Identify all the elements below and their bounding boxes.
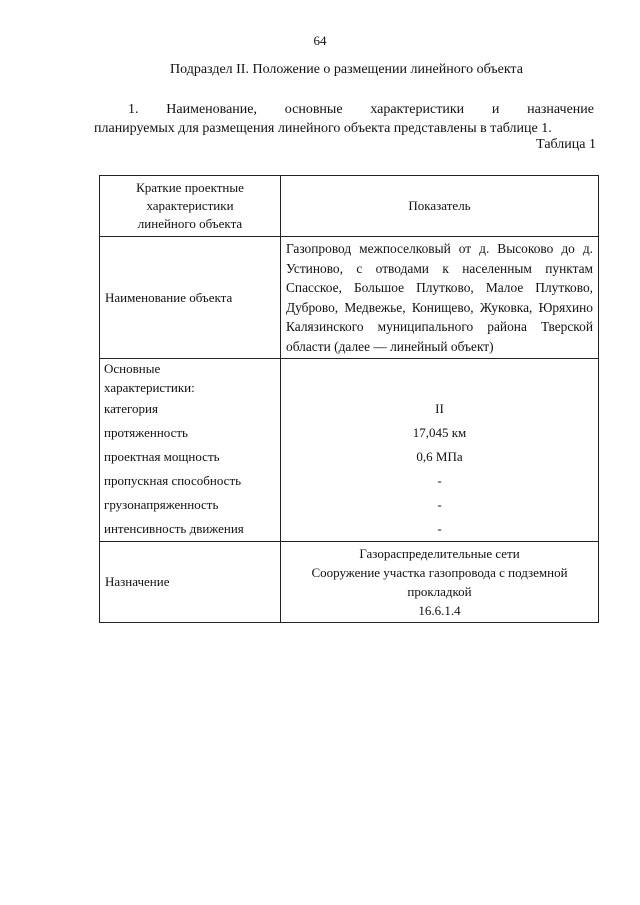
characteristics-labels: [100, 359, 281, 542]
page-number: 64: [313, 33, 327, 48]
subsection-title: Подраздел II. Положение о размещении линейного объекта: [170, 62, 523, 77]
table-caption: Таблица 1: [536, 137, 596, 152]
purpose-line: Газораспределительные сети: [359, 546, 520, 561]
characteristic-label: протяженность: [104, 425, 188, 440]
characteristics-head-line: характеристики:: [104, 380, 195, 395]
characteristic-label: интенсивность движения: [104, 521, 244, 536]
purpose-row: [100, 542, 599, 623]
paragraph-word: основные: [284, 102, 343, 117]
object-name-label: Наименование объекта: [100, 237, 281, 359]
header-left-line: линейного объекта: [137, 216, 243, 231]
paragraph-line-1: [94, 100, 594, 119]
object-name-row: [100, 237, 599, 359]
characteristics-row: [100, 359, 599, 542]
characteristics-values: [281, 359, 599, 542]
header-left-line: характеристики: [146, 198, 234, 213]
characteristic-value: 17,045 км: [412, 425, 467, 440]
purpose-line: Сооружение участка газопровода с подземной: [311, 565, 568, 580]
characteristics-table: [99, 175, 599, 623]
table-header-row: [100, 176, 599, 237]
paragraph-word: назначение: [527, 102, 594, 117]
characteristics-spacer: [281, 359, 598, 397]
header-left-cell: [100, 176, 281, 237]
purpose-line: 16.6.1.4: [418, 603, 461, 618]
paragraph-number: 1.: [128, 102, 139, 117]
header-right-cell: Показатель: [281, 176, 599, 237]
characteristic-label: пропускная способность: [104, 473, 242, 488]
characteristic-value: II: [435, 401, 444, 416]
purpose-line: прокладкой: [407, 584, 472, 599]
characteristic-value: -: [437, 473, 442, 488]
characteristic-value: 0,6 МПа: [416, 449, 463, 464]
characteristic-label: категория: [104, 401, 158, 416]
paragraph-word: Наименование,: [166, 102, 257, 117]
purpose-label: Назначение: [100, 542, 281, 623]
characteristic-label: проектная мощность: [104, 449, 220, 464]
characteristic-value: -: [437, 497, 442, 512]
paragraph-word: характеристики: [370, 102, 465, 117]
characteristic-label: грузонапряженность: [104, 497, 219, 512]
characteristic-value: -: [437, 521, 442, 536]
purpose-value: [281, 542, 599, 623]
characteristics-head-line: Основные: [104, 361, 161, 376]
paragraph-word: и: [491, 102, 500, 117]
object-name-value: Газопровод межпоселковый от д. Высоково до д. Устиново, с отводами к населенным пунктам Спасское, Большое Плутково, Малое Плутково, Дуброво, Медвежье, Конищево, Жуковка, Юряхино Калязинского муниципального района Тверской области (далее — линейный объект): [281, 237, 599, 359]
header-left-line: Краткие проектные: [136, 180, 244, 195]
intro-paragraph: [94, 100, 594, 138]
paragraph-line-2: планируемых для размещения линейного объекта представлены в таблице 1.: [94, 121, 552, 136]
